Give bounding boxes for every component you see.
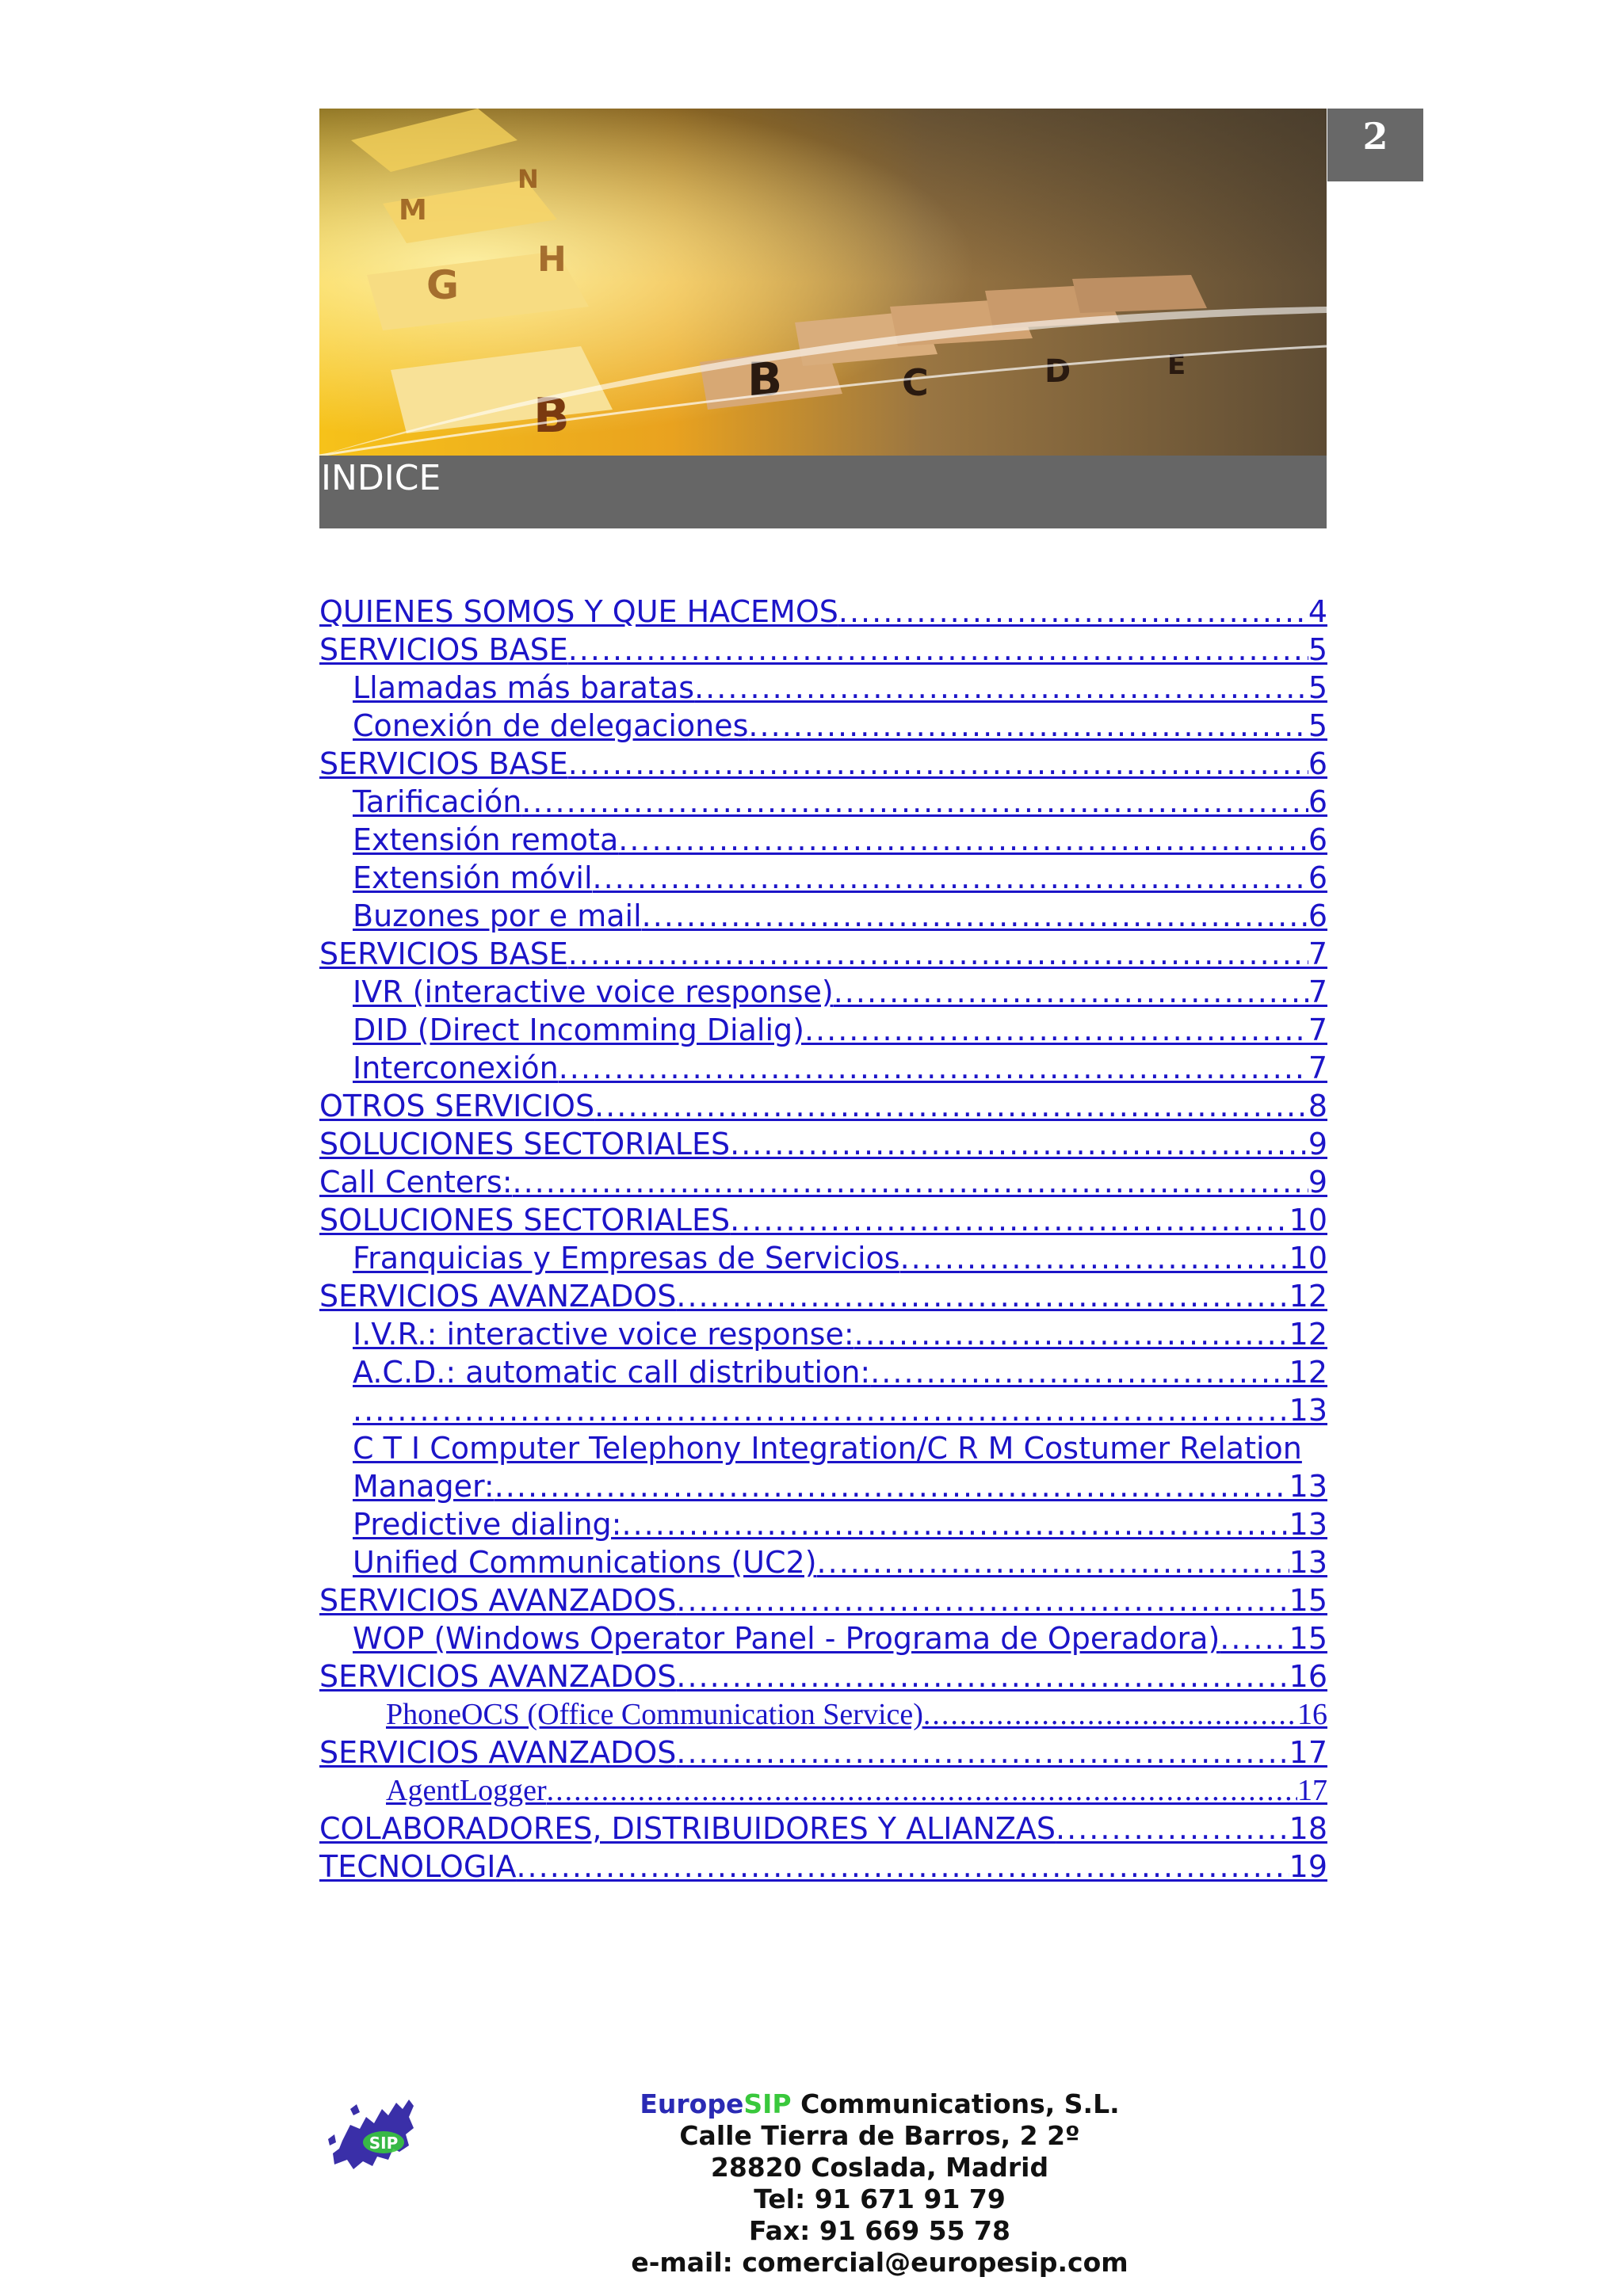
- toc-entry[interactable]: [319, 1315, 1327, 1353]
- toc-entry-label: IVR (interactive voice response): [353, 974, 834, 1009]
- toc-entry-label: Extensión móvil: [353, 860, 593, 895]
- brand-rest: Communications, S.L.: [791, 2088, 1120, 2119]
- toc-entry-label: Unified Communications (UC2): [353, 1545, 817, 1580]
- toc-leader-dots: [495, 1467, 1289, 1505]
- toc-leader-dots: [594, 1087, 1308, 1125]
- address: Calle Tierra de Barros, 2 2º: [679, 2120, 1080, 2151]
- toc-entry-label: SERVICIOS AVANZADOS: [319, 1279, 677, 1314]
- toc-entry-label: Llamadas más baratas: [353, 670, 695, 705]
- toc-leader-dots: [559, 1049, 1308, 1087]
- toc-entry-page: 5: [1308, 670, 1327, 705]
- toc-entry-page: 13: [1289, 1545, 1327, 1580]
- toc-entry[interactable]: [319, 707, 1327, 745]
- toc-entry-page: 13: [1289, 1393, 1327, 1428]
- toc-leader-dots: [568, 935, 1308, 973]
- toc-leader-dots: [870, 1353, 1289, 1391]
- toc-entry-page: 5: [1308, 708, 1327, 743]
- tab-letter-e: E: [1167, 349, 1186, 381]
- tab-letter-m: M: [399, 194, 427, 227]
- toc-entry-page: 7: [1308, 1013, 1327, 1047]
- toc-entry[interactable]: [319, 1695, 1327, 1733]
- city: 28820 Coslada, Madrid: [710, 2152, 1049, 2183]
- toc-entry-page: 7: [1308, 936, 1327, 971]
- toc-entry-label: Interconexión: [353, 1051, 559, 1085]
- toc-leader-dots: [618, 821, 1308, 859]
- toc-entry-page: 15: [1289, 1621, 1327, 1656]
- toc-leader-dots: [804, 1011, 1308, 1049]
- tab-letter-d: D: [1044, 353, 1071, 390]
- email-address[interactable]: e-mail: comercial@europesip.com: [631, 2247, 1128, 2278]
- toc-entry[interactable]: [319, 1505, 1327, 1543]
- toc-entry-page: 17: [1289, 1735, 1327, 1770]
- toc-entry-page: 9: [1308, 1165, 1327, 1199]
- toc-leader-dots: [834, 973, 1308, 1011]
- toc-entry-page: 16: [1297, 1698, 1327, 1731]
- toc-leader-dots: [568, 745, 1308, 783]
- page-number: 2: [1327, 109, 1423, 181]
- toc-entry[interactable]: [319, 821, 1327, 859]
- toc-leader-dots: [676, 1733, 1289, 1772]
- toc-leader-dots: [694, 669, 1308, 707]
- europesip-logo: [327, 2093, 418, 2176]
- tab-letter-h: H: [537, 239, 567, 280]
- toc-entry[interactable]: [319, 783, 1327, 821]
- toc-entry[interactable]: [319, 1772, 1327, 1810]
- brand-sip: SIP: [743, 2088, 792, 2119]
- toc-entry[interactable]: [319, 1049, 1327, 1087]
- toc-leader-dots: [1220, 1619, 1289, 1657]
- toc-entry-page: 12: [1289, 1355, 1327, 1390]
- toc-entry[interactable]: [319, 1163, 1327, 1201]
- index-cards-illustration: [319, 109, 1327, 456]
- toc-leader-dots: [900, 1239, 1289, 1277]
- footer-contact: [602, 2088, 1157, 2279]
- toc-entry-label: Buzones por e mail: [353, 898, 642, 933]
- toc-entry-label: SERVICIOS BASE: [319, 746, 568, 781]
- toc-entry-label: Tarificación: [353, 784, 522, 819]
- toc-leader-dots: [353, 1391, 1289, 1429]
- toc-entry[interactable]: [319, 1277, 1327, 1315]
- toc-entry-page: 12: [1289, 1317, 1327, 1352]
- toc-entry[interactable]: [319, 669, 1327, 707]
- toc-leader-dots: [513, 1163, 1308, 1201]
- toc-leader-dots: [521, 783, 1308, 821]
- tab-letter-n: N: [517, 164, 539, 194]
- toc-entry-label: OTROS SERVICIOS: [319, 1089, 595, 1123]
- toc-entry[interactable]: [319, 1657, 1327, 1695]
- toc-entry-page: 13: [1289, 1507, 1327, 1542]
- toc-entry[interactable]: [319, 859, 1327, 897]
- toc-leader-dots: [676, 1277, 1289, 1315]
- toc-entry[interactable]: [319, 1201, 1327, 1239]
- tab-letter-c: C: [902, 361, 929, 404]
- toc-entry[interactable]: [319, 631, 1327, 669]
- toc-entry[interactable]: [319, 1353, 1327, 1391]
- company-name: [602, 2088, 1157, 2120]
- toc-entry[interactable]: [319, 1467, 1327, 1505]
- fax: Fax: 91 669 55 78: [749, 2215, 1010, 2246]
- logo-text: SIP: [369, 2134, 399, 2153]
- toc-entry-label: Franquicias y Empresas de Servicios: [353, 1241, 900, 1276]
- toc-entry[interactable]: [319, 1239, 1327, 1277]
- toc-entry-label: Extensión remota: [353, 822, 619, 857]
- toc-entry-label: Predictive dialing:: [353, 1507, 622, 1542]
- toc-entry-page: 6: [1308, 784, 1327, 819]
- toc-entry-label: SERVICIOS BASE: [319, 936, 568, 971]
- toc-entry[interactable]: [319, 935, 1327, 973]
- toc-entry-label: SERVICIOS AVANZADOS: [319, 1583, 677, 1618]
- toc-entry-label: DID (Direct Incomming Dialig): [353, 1013, 804, 1047]
- toc-leader-dots: [854, 1315, 1289, 1353]
- toc-entry-label: SERVICIOS AVANZADOS: [319, 1735, 677, 1770]
- toc-leader-dots: [621, 1505, 1289, 1543]
- toc-entry-label: WOP (Windows Operator Panel - Programa de Operadora): [353, 1621, 1220, 1656]
- toc-leader-dots: [516, 1848, 1289, 1886]
- toc-entry-label: TECNOLOGIA: [319, 1849, 517, 1884]
- toc-leader-dots: [838, 593, 1308, 631]
- toc-entry-label: SOLUCIONES SECTORIALES: [319, 1127, 731, 1161]
- toc-entry-page: 6: [1308, 746, 1327, 781]
- toc-entry-label: A.C.D.: automatic call distribution:: [353, 1355, 871, 1390]
- toc-entry-page: 10: [1289, 1203, 1327, 1238]
- toc-entry-label: SERVICIOS AVANZADOS: [319, 1659, 677, 1694]
- toc-entry[interactable]: [319, 897, 1327, 935]
- toc-leader-dots: [642, 897, 1308, 935]
- table-of-contents: [319, 593, 1327, 1886]
- tab-letter-g: G: [426, 262, 460, 308]
- toc-entry[interactable]: [319, 745, 1327, 783]
- toc-entry-label: Conexión de delegaciones: [353, 708, 749, 743]
- toc-entry-label: QUIENES SOMOS Y QUE HACEMOS: [319, 594, 838, 629]
- toc-entry-page: 17: [1297, 1774, 1327, 1807]
- toc-entry-page: 16: [1289, 1659, 1327, 1694]
- toc-entry[interactable]: [319, 593, 1327, 631]
- toc-entry[interactable]: [319, 1848, 1327, 1886]
- toc-entry-page: 9: [1308, 1127, 1327, 1161]
- toc-entry-label: Call Centers:: [319, 1165, 513, 1199]
- toc-entry-page: 4: [1308, 594, 1327, 629]
- toc-entry[interactable]: [319, 1087, 1327, 1125]
- toc-entry-label: I.V.R.: interactive voice response:: [353, 1317, 854, 1352]
- toc-entry[interactable]: [319, 1125, 1327, 1163]
- toc-entry-page: 8: [1308, 1089, 1327, 1123]
- toc-entry[interactable]: [319, 1011, 1327, 1049]
- toc-entry-page: 10: [1289, 1241, 1327, 1276]
- toc-entry-page: 18: [1289, 1811, 1327, 1846]
- toc-entry[interactable]: [319, 1391, 1327, 1429]
- toc-entry-label: AgentLogger: [386, 1774, 547, 1807]
- page-title: INDICE: [319, 456, 1327, 528]
- toc-entry-page: 6: [1308, 822, 1327, 857]
- toc-entry-label: SERVICIOS BASE: [319, 632, 568, 667]
- toc-entry-page: 7: [1308, 974, 1327, 1009]
- toc-entry[interactable]: [319, 1543, 1327, 1581]
- toc-entry-page: 6: [1308, 860, 1327, 895]
- toc-entry-page: 12: [1289, 1279, 1327, 1314]
- tab-letter-b: B: [747, 353, 783, 406]
- toc-leader-dots: [568, 631, 1308, 669]
- toc-entry[interactable]: [319, 1810, 1327, 1848]
- toc-entry-page: 19: [1289, 1849, 1327, 1884]
- toc-entry-label: C T I Computer Telephony Integration/C R M Costumer Relation: [353, 1431, 1302, 1466]
- toc-entry-page: 13: [1289, 1469, 1327, 1504]
- toc-leader-dots: [593, 859, 1308, 897]
- toc-leader-dots: [923, 1695, 1297, 1733]
- toc-entry-label: Manager:: [353, 1469, 495, 1504]
- toc-leader-dots: [676, 1581, 1289, 1619]
- toc-leader-dots: [676, 1657, 1289, 1695]
- toc-entry-label: COLABORADORES, DISTRIBUIDORES Y ALIANZAS: [319, 1811, 1056, 1846]
- tab-letter-b-front: B: [533, 388, 570, 444]
- toc-entry[interactable]: [319, 1429, 1327, 1467]
- toc-entry-page: 6: [1308, 898, 1327, 933]
- toc-leader-dots: [748, 707, 1308, 745]
- toc-entry-page: 15: [1289, 1583, 1327, 1618]
- toc-entry-page: 5: [1308, 632, 1327, 667]
- toc-entry[interactable]: [319, 1581, 1327, 1619]
- toc-leader-dots: [1056, 1810, 1289, 1848]
- toc-entry[interactable]: [319, 1733, 1327, 1772]
- toc-entry-page: 7: [1308, 1051, 1327, 1085]
- header-banner-image: [319, 109, 1327, 456]
- brand-europe: Europe: [640, 2088, 744, 2119]
- toc-leader-dots: [547, 1772, 1297, 1810]
- toc-entry[interactable]: [319, 973, 1327, 1011]
- telephone: Tel: 91 671 91 79: [754, 2183, 1006, 2214]
- toc-entry[interactable]: [319, 1619, 1327, 1657]
- toc-entry-label: SOLUCIONES SECTORIALES: [319, 1203, 731, 1238]
- toc-entry-label: PhoneOCS (Office Communication Service): [386, 1698, 923, 1731]
- toc-leader-dots: [817, 1543, 1289, 1581]
- toc-leader-dots: [730, 1201, 1289, 1239]
- toc-leader-dots: [730, 1125, 1308, 1163]
